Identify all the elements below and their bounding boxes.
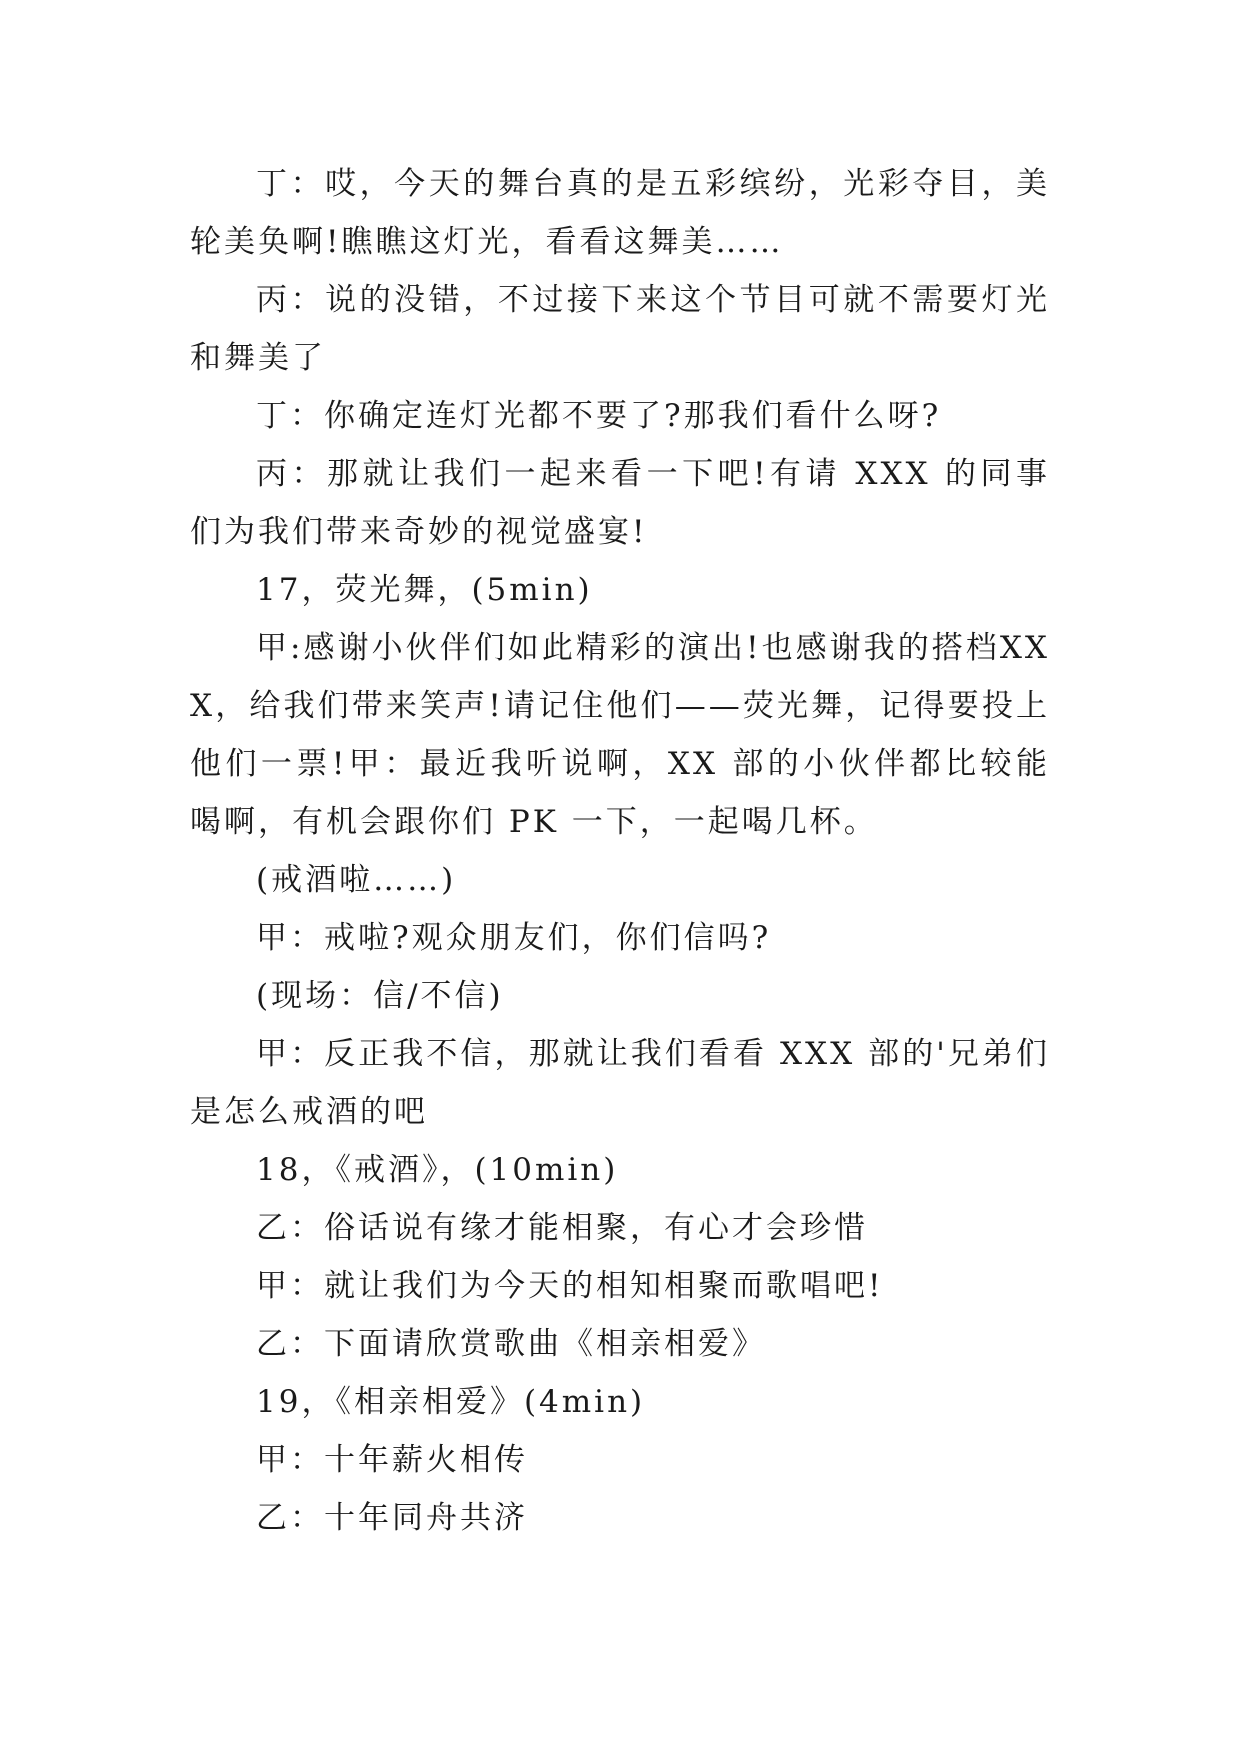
paragraph: 甲:感谢小伙伴们如此精彩的演出!也感谢我的搭档XXX，给我们带来笑声!请记住他们——荧光舞，记得要投上他们一票!甲：最近我听说啊，XX 部的小伙伴都比较能喝啊，有机会跟你们 PK 一下，一起喝几杯。: [190, 630, 1050, 840]
paragraph: 甲：十年薪火相传: [256, 1442, 528, 1478]
program-item-heading: 18，《戒酒》，(10min): [256, 1152, 619, 1188]
paragraph: 甲：反正我不信，那就让我们看看 XXX 部的'兄弟们是怎么戒酒的吧: [190, 1036, 1050, 1130]
program-item-heading: 17，荧光舞，(5min): [256, 572, 593, 608]
paragraph: 甲：就让我们为今天的相知相聚而歌唱吧!: [256, 1268, 884, 1304]
paragraph: (现场：信/不信): [256, 978, 504, 1014]
paragraph: 丁：你确定连灯光都不要了?那我们看什么呀?: [256, 398, 942, 434]
paragraph: 丙：那就让我们一起来看一下吧!有请 XXX 的同事们为我们带来奇妙的视觉盛宴!: [190, 456, 1050, 550]
paragraph: 丁：哎，今天的舞台真的是五彩缤纷，光彩夺目，美轮美奂啊!瞧瞧这灯光，看看这舞美……: [190, 166, 1050, 260]
paragraph: 乙：十年同舟共济: [256, 1500, 528, 1536]
paragraph: 乙：俗话说有缘才能相聚，有心才会珍惜: [256, 1210, 868, 1246]
document-body: [190, 155, 1050, 1547]
paragraph: 丙：说的没错，不过接下来这个节目可就不需要灯光和舞美了: [190, 282, 1050, 376]
paragraph: 乙：下面请欣赏歌曲《相亲相爱》: [256, 1326, 766, 1362]
paragraph: 甲：戒啦?观众朋友们，你们信吗?: [256, 920, 772, 956]
program-item-heading: 19，《相亲相爱》(4min): [256, 1384, 646, 1420]
paragraph: (戒酒啦……): [256, 862, 457, 898]
